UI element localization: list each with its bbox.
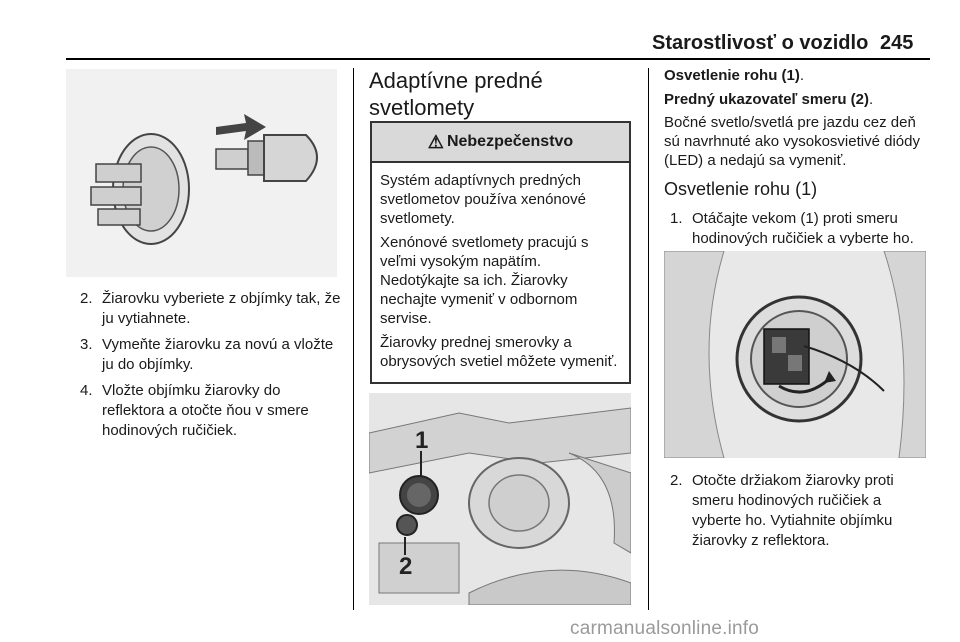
column-divider-left bbox=[353, 68, 354, 610]
bulb-removal-icon bbox=[66, 69, 337, 277]
header-divider bbox=[66, 58, 930, 60]
list-item: 2. Žiarovku vyberiete z objímky tak, že ju vytiahnete. bbox=[80, 290, 341, 327]
page-header-title: Starostlivosť o vozidlo bbox=[652, 32, 869, 54]
bulb-holder-icon bbox=[664, 251, 926, 458]
item1-line: Osvetlenie rohu (1). bbox=[664, 67, 805, 84]
right-steps-list-b bbox=[670, 471, 930, 557]
item2-line: Predný ukazovateľ smeru (2). bbox=[664, 91, 874, 108]
column-divider-right bbox=[648, 68, 649, 610]
bulb-removal-figure bbox=[66, 69, 337, 277]
danger-warning-box bbox=[370, 121, 631, 384]
subsection-title: Osvetlenie rohu (1) bbox=[664, 179, 818, 199]
left-steps-list bbox=[80, 289, 342, 447]
section-title: Adaptívne predné svetlomety bbox=[369, 68, 543, 120]
list-item: 3. Vymeňte žiarovku za novú a vložte ju do objímky. bbox=[80, 336, 334, 373]
callout-1: 1 bbox=[415, 427, 429, 454]
list-item: 1. Otáčajte vekom (1) proti smeru hodinových ručičiek a vyberte ho. bbox=[670, 210, 914, 247]
bulb-holder-figure bbox=[664, 251, 926, 458]
warning-body: Systém adaptívnych predných svetlometov používa xenónové svetlomety. Xenónové svetlomety pracujú s veľmi vysokým napätím. Nedotýkajte sa ich. Žiarovky nechajte vymeniť v odbornom servise. Žiarovky prednej smerovky a obrysových svetiel môžete vymeniť. bbox=[380, 172, 618, 370]
warning-header: ⚠ Nebezpečenstvo bbox=[372, 123, 629, 163]
page-number: 245 bbox=[880, 32, 914, 54]
headlamp-figure bbox=[369, 393, 631, 605]
list-item: 2. Otočte držiakom žiarovky proti smeru hodinových ručičiek a vyberte ho. Vytiahnite objímku žiarovky z reflektora. bbox=[670, 472, 894, 549]
callout-2: 2 bbox=[399, 553, 413, 580]
watermark: carmanualsonline.info bbox=[570, 618, 760, 639]
list-item: 4. Vložte objímku žiarovky do reflektora a otočte ňou v smere hodinových ručičiek. bbox=[80, 382, 309, 439]
warning-triangle-icon: ⚠ bbox=[427, 131, 444, 152]
intro-paragraph: Bočné svetlo/svetlá pre jazdu cez deň sú navrhnuté ako vysokosvietivé diódy (LED) a nedajú sa vymeniť. bbox=[664, 114, 920, 169]
right-steps-list-a bbox=[670, 209, 930, 255]
